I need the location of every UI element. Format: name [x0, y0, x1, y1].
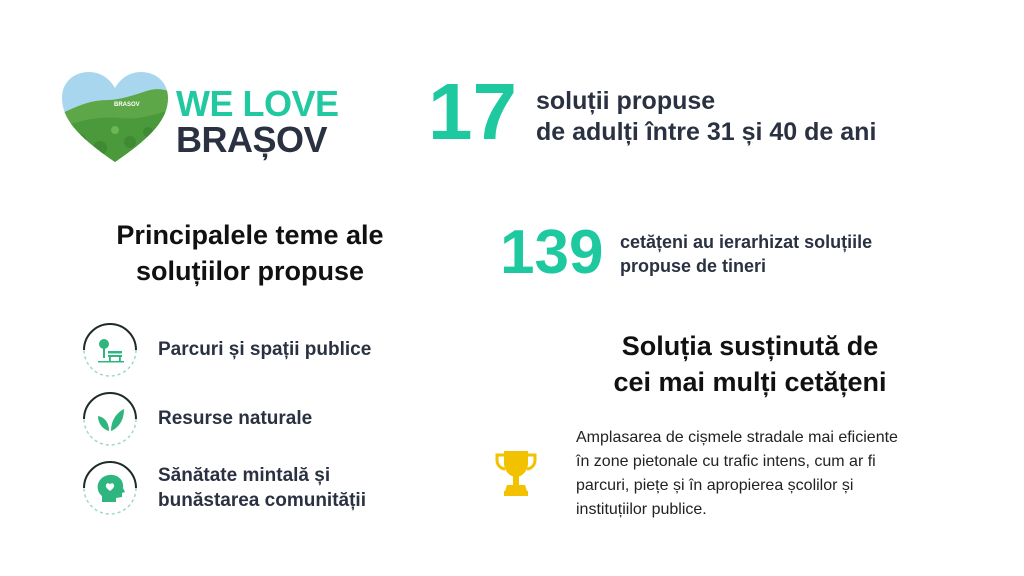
- stat-primary-line-2: de adulți între 31 și 40 de ani: [536, 118, 877, 146]
- top-solution-line: în zone pietonale cu trafic intens, cum ar fi: [576, 453, 876, 470]
- park-bench-icon: [80, 320, 140, 380]
- heart-mountain-icon: [60, 70, 170, 166]
- we-love-brasov-logo: [60, 70, 350, 170]
- top-solution-line: Amplasarea de cișmele stradale mai eficiente: [576, 429, 898, 446]
- theme-label-natural-resources: [158, 406, 312, 431]
- stat-secondary-number: 139: [500, 218, 604, 287]
- logo-line-1: WE LOVE: [176, 83, 339, 124]
- themes-heading-line-1: Principalele teme ale: [116, 220, 384, 250]
- stat-primary-caption: [536, 86, 876, 148]
- theme-label-parks: [158, 337, 371, 362]
- theme-item-parks: [80, 320, 440, 382]
- theme-item-natural-resources: [80, 389, 440, 451]
- top-solution-heading: [560, 328, 940, 400]
- stat-primary-line-1: soluții propuse: [536, 87, 716, 115]
- top-solution-heading-line-1: Soluția susținută de: [621, 331, 879, 361]
- leaf-icon: [80, 389, 140, 449]
- themes-heading: [60, 217, 440, 289]
- trophy-icon: [494, 447, 538, 499]
- top-solution-description: [576, 426, 956, 522]
- theme-label-line-1: Parcuri și spații publice: [158, 339, 372, 360]
- top-solution-line: parcuri, piețe și în apropierea școlilor și: [576, 477, 854, 494]
- stat-secondary-caption: [620, 230, 872, 278]
- top-solution-line: instituțiilor publice.: [576, 501, 707, 518]
- theme-label-line-1: Sănătate mintală și: [158, 465, 331, 486]
- theme-label-line-2: bunăstarea comunității: [158, 490, 366, 511]
- logo-line-2: BRAȘOV: [176, 119, 328, 160]
- stat-secondary-line-2: propuse de tineri: [620, 256, 767, 276]
- theme-label-line-1: Resurse naturale: [158, 408, 313, 429]
- theme-label-mental-health: [158, 463, 366, 513]
- themes-heading-line-2: soluțiilor propuse: [135, 256, 364, 286]
- head-heart-icon: [80, 458, 140, 518]
- brasov-sign-text: BRASOV: [114, 102, 140, 108]
- stat-secondary-line-1: cetățeni au ierarhizat soluțiile: [620, 232, 873, 252]
- theme-item-mental-health: [80, 458, 440, 520]
- stat-primary-number: 17: [428, 67, 517, 156]
- top-solution-heading-line-2: cei mai mulți cetățeni: [613, 367, 887, 397]
